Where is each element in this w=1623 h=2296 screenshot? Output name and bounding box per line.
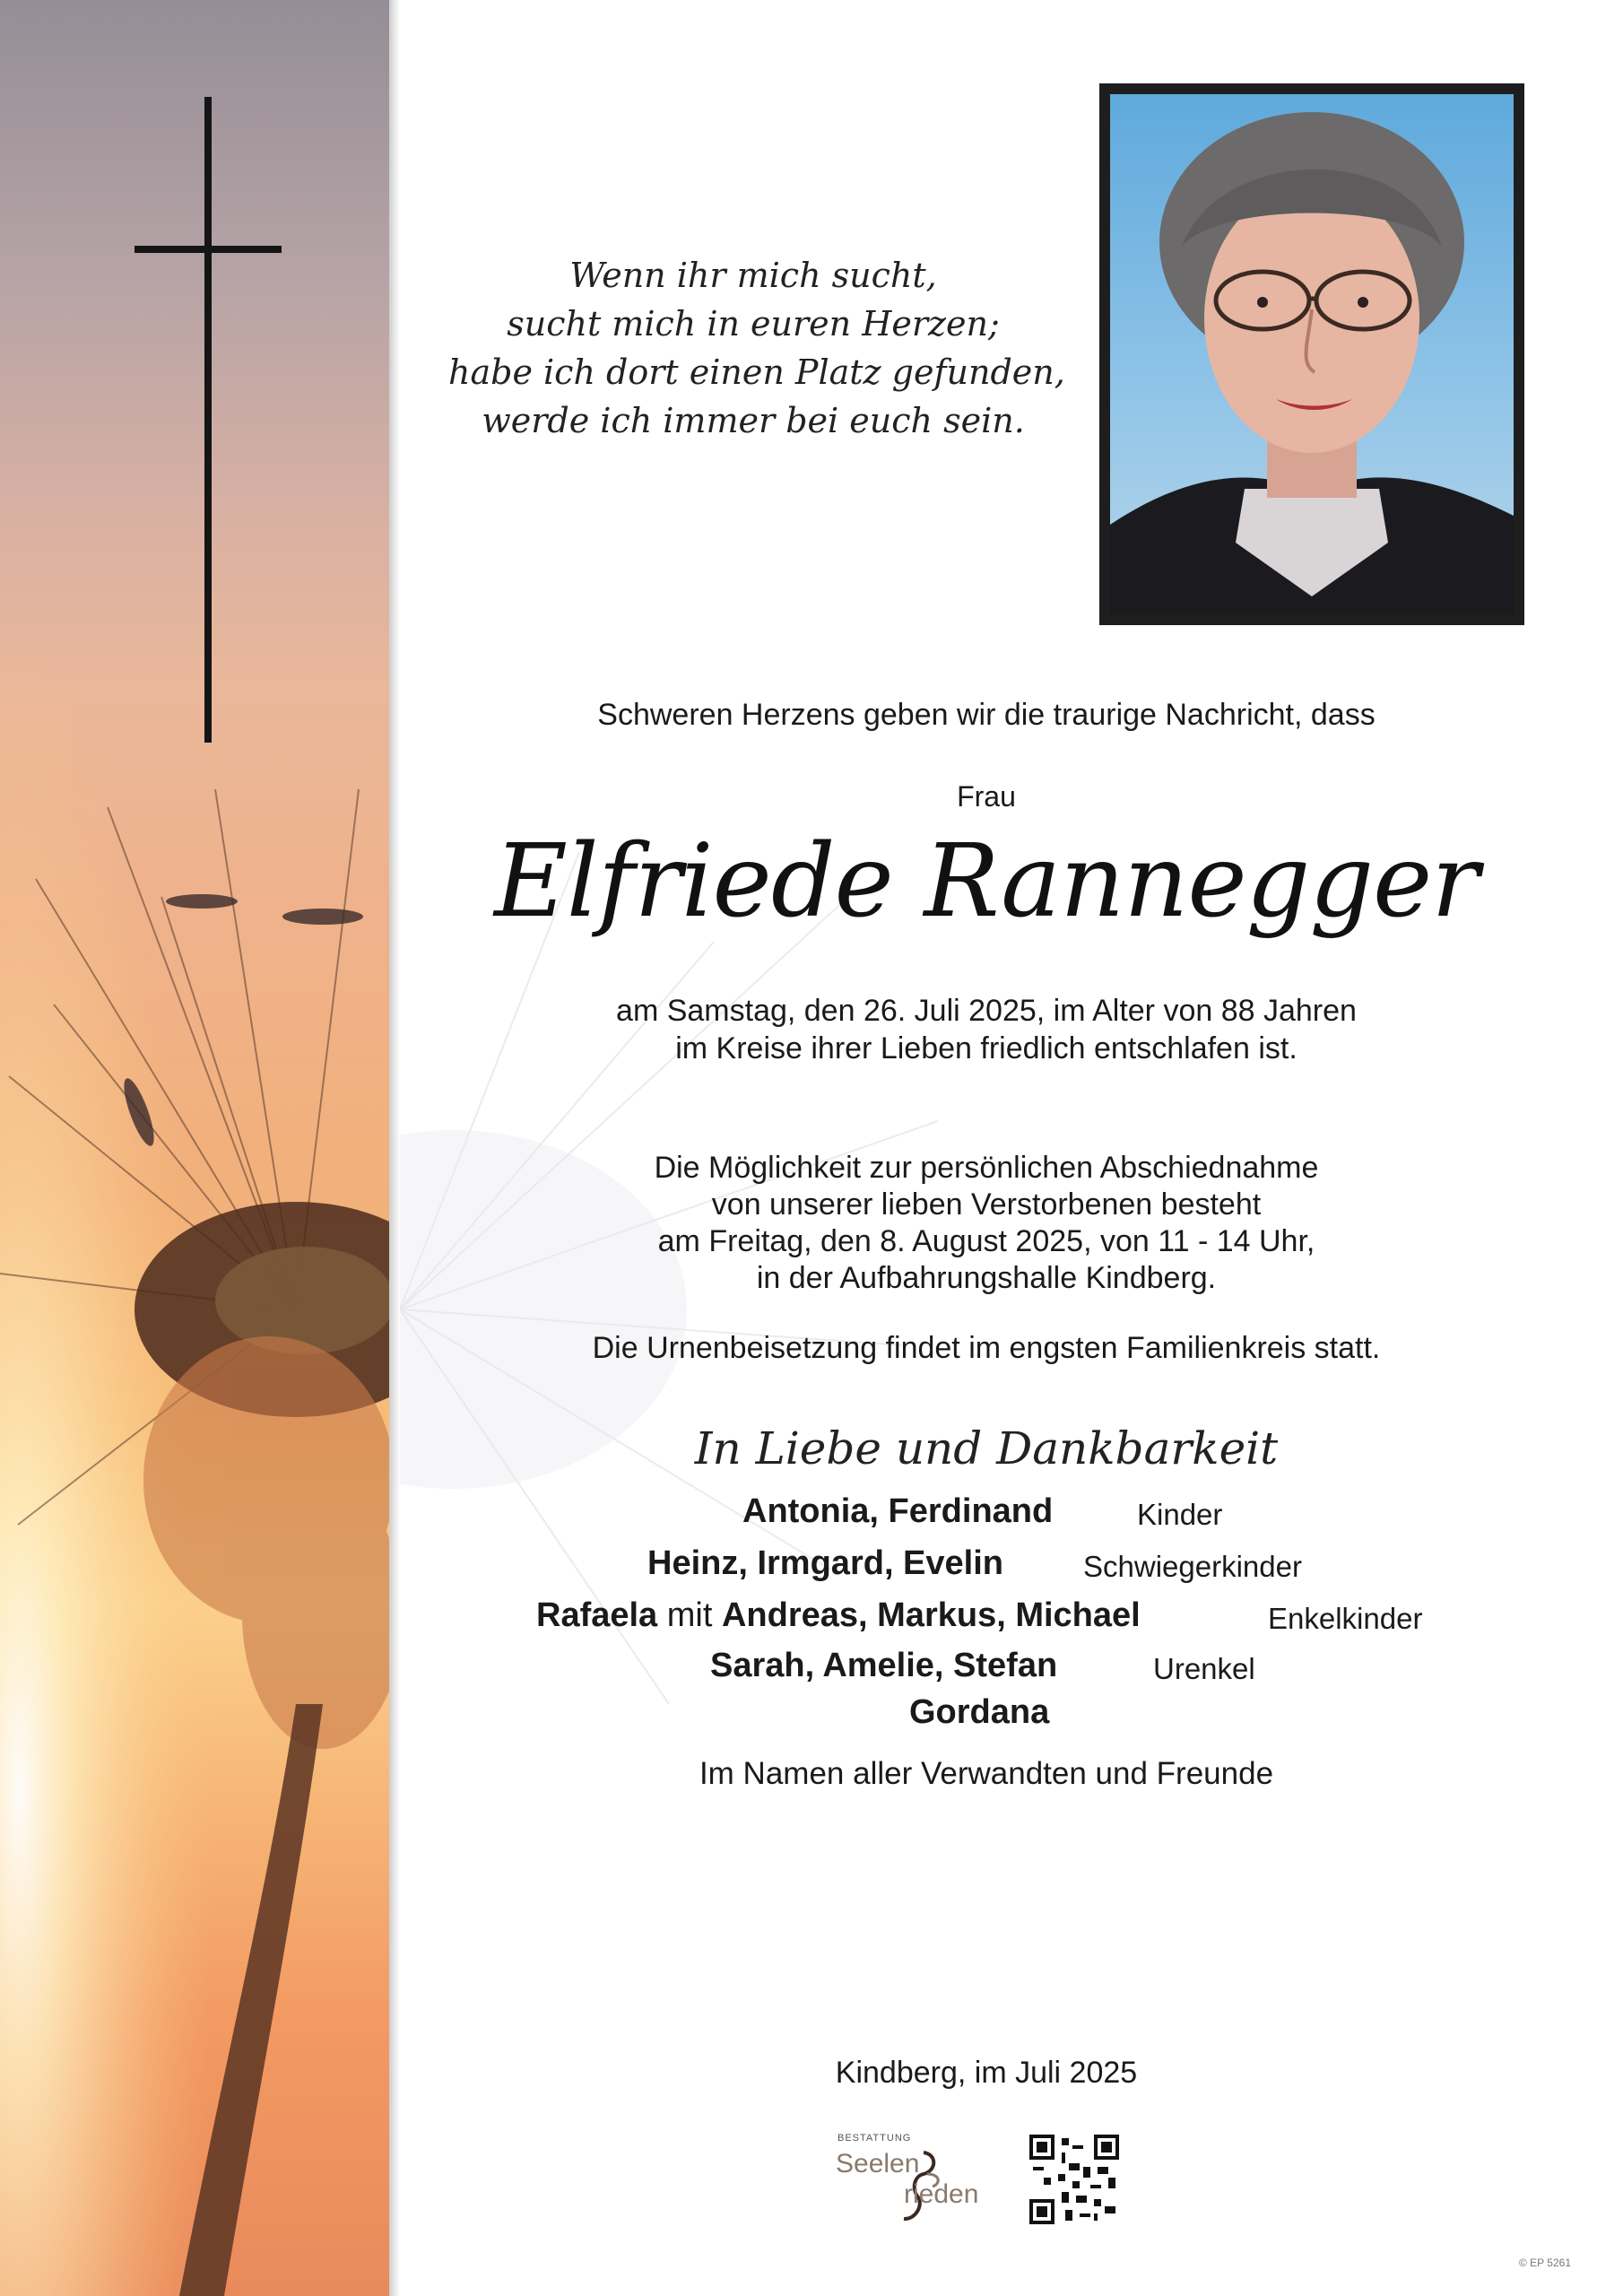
children-names: Antonia, Ferdinand	[742, 1492, 1054, 1530]
grandchildren-names-a: Rafaela	[536, 1596, 658, 1634]
other-name: Gordana	[909, 1693, 1050, 1731]
portrait-frame	[1099, 83, 1524, 625]
farewell-line: von unserer lieben Verstorbenen besteht	[711, 1187, 1262, 1222]
grandchildren-names-b: Andreas, Markus, Michael	[721, 1596, 1141, 1634]
logo-small-text: BESTATTUNG	[838, 2133, 912, 2144]
memorial-quote	[448, 251, 1065, 445]
quote-line: sucht mich in euren Herzen;	[507, 304, 1000, 344]
thanks-heading: In Liebe und Dankbarkeit	[694, 1422, 1279, 1474]
death-line: am Samstag, den 26. Juli 2025, im Alter von 88 Jahren	[616, 994, 1357, 1028]
cross-icon-bar	[135, 246, 282, 253]
quote-line: Wenn ihr mich sucht,	[569, 256, 937, 295]
strip-divider	[389, 0, 400, 2296]
print-code: © EP 5261	[1519, 2257, 1571, 2269]
logo-word-1: Seelen	[836, 2149, 920, 2179]
logo-word-2: rieden	[904, 2179, 979, 2209]
farewell-line: Die Möglichkeit zur persönlichen Abschiednahme	[654, 1151, 1319, 1185]
family-row-other	[909, 1693, 1049, 1732]
funeral-home-logo	[834, 2133, 1004, 2222]
deceased-name: Elfriede Rannegger	[494, 823, 1479, 940]
great-grandchildren-names: Sarah, Amelie, Stefan	[710, 1647, 1058, 1684]
death-line: im Kreise ihrer Lieben friedlich entschlafen ist.	[675, 1031, 1298, 1065]
farewell-line: am Freitag, den 8. August 2025, von 11 - 14 Uhr,	[657, 1224, 1315, 1258]
family-row-great-grandchildren	[710, 1647, 1255, 1685]
family-row-children	[742, 1492, 1223, 1531]
quote-line: werde ich immer bei euch sein.	[482, 401, 1025, 440]
children-role: Kinder	[1137, 1498, 1223, 1531]
grandchildren-role: Enkelkinder	[1268, 1602, 1423, 1635]
inlaws-role: Schwiegerkinder	[1083, 1550, 1302, 1583]
quote-line: habe ich dort einen Platz gefunden,	[448, 352, 1065, 392]
family-row-grandchildren	[536, 1596, 1423, 1635]
portrait-photo	[1110, 94, 1514, 614]
qr-code-icon[interactable]	[1029, 2135, 1119, 2224]
inlaws-names: Heinz, Irmgard, Evelin	[647, 1544, 1003, 1582]
closing-line: Im Namen aller Verwandten und Freunde	[699, 1756, 1274, 1791]
dandelion-photo-strip	[0, 0, 389, 2296]
intro-text: Schweren Herzens geben wir die traurige Nachricht, dass	[597, 698, 1376, 732]
title-prefix: Frau	[957, 780, 1016, 813]
family-row-inlaws	[647, 1544, 1302, 1583]
place-date: Kindberg, im Juli 2025	[835, 2056, 1138, 2090]
farewell-line: in der Aufbahrungshalle Kindberg.	[756, 1261, 1217, 1295]
urn-notice: Die Urnenbeisetzung findet im engsten Familienkreis statt.	[592, 1331, 1381, 1365]
death-notice	[484, 992, 1488, 1067]
grandchildren-mit: mit	[666, 1596, 713, 1634]
great-grandchildren-role: Urenkel	[1153, 1652, 1255, 1685]
farewell-notice	[484, 1150, 1488, 1297]
cross-icon	[204, 97, 212, 743]
